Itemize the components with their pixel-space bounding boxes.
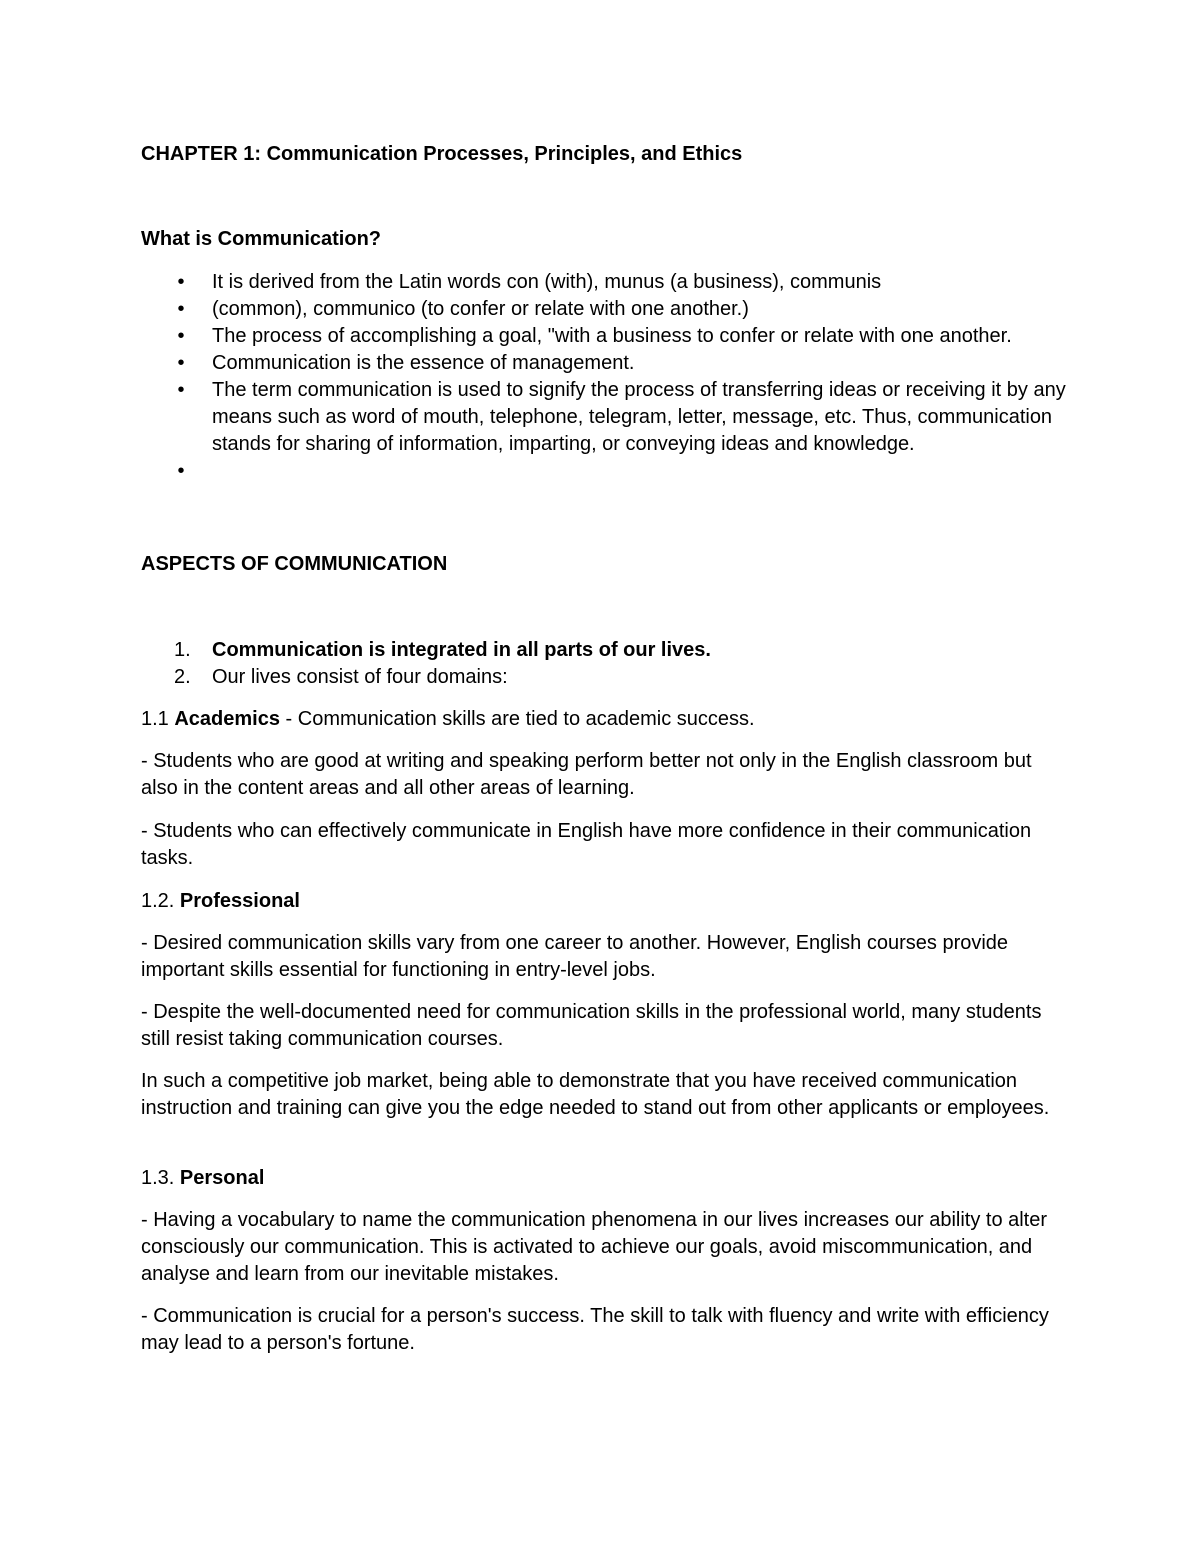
professional-paragraph: In such a competitive job market, being able to demonstrate that you have received communication instruction and training can give you the edge needed to stand out from other applicants or employees. <box>141 1070 1050 1119</box>
subsection-label: Personal <box>179 1167 265 1189</box>
list-item <box>141 377 1071 458</box>
list-item-text: Communication is the essence of management. <box>212 352 635 374</box>
list-item-text: Our lives consist of four domains: <box>212 666 508 688</box>
chapter-title: CHAPTER 1: Communication Processes, Principles, and Ethics <box>141 143 743 165</box>
personal-heading <box>141 1165 1071 1192</box>
bullet-marker: • <box>177 379 185 401</box>
subsection-number: 1.3. <box>141 1167 180 1189</box>
personal-paragraph: - Having a vocabulary to name the communication phenomena in our lives increases our ability to alter consciously our communication. This is activated to achieve our goals, avoid miscommunication, and analyse and learn from our inevitable mistakes. <box>141 1209 1048 1285</box>
list-item-text <box>212 460 218 482</box>
list-item-empty <box>141 458 1071 485</box>
subsection-number: 1.1 <box>141 708 175 730</box>
list-number: 1. <box>174 639 191 661</box>
professional-paragraph: - Desired communication skills vary from one career to another. However, English courses provide important skills essential for functioning in entry-level jobs. <box>141 932 1009 981</box>
bullet-marker: • <box>177 352 185 374</box>
communication-definition-list <box>141 269 1071 485</box>
list-item <box>141 350 1071 377</box>
academics-heading <box>141 706 1071 733</box>
list-item <box>141 269 1071 296</box>
personal-paragraph: - Communication is crucial for a person's success. The skill to talk with fluency and write with efficiency may lead to a person's fortune. <box>141 1305 1049 1354</box>
bullet-marker: • <box>177 325 185 347</box>
list-item <box>141 323 1071 350</box>
professional-heading <box>141 888 1071 915</box>
academics-paragraph: - Students who can effectively communicate in English have more confidence in their communication tasks. <box>141 820 1032 869</box>
professional-paragraph: - Despite the well-documented need for communication skills in the professional world, many students still resist taking communication courses. <box>141 1001 1042 1050</box>
subsection-number: 1.2. <box>141 890 180 912</box>
aspects-numbered-list <box>141 637 1071 691</box>
list-item-text: (common), communico (to confer or relate with one another.) <box>212 298 749 320</box>
bullet-marker: • <box>177 298 185 320</box>
subsection-text: - Communication skills are tied to academic success. <box>279 708 755 730</box>
subsection-label: Professional <box>179 890 300 912</box>
list-item <box>141 637 1071 664</box>
section-heading-what-is-communication: What is Communication? <box>141 228 381 250</box>
list-item <box>141 296 1071 323</box>
list-item-text: It is derived from the Latin words con (with), munus (a business), communis <box>212 271 882 293</box>
subsection-label: Academics <box>174 708 280 730</box>
list-number: 2. <box>174 666 191 688</box>
list-item <box>141 664 1071 691</box>
bullet-marker: • <box>177 460 185 482</box>
list-item-text: The process of accomplishing a goal, "with a business to confer or relate with one another. <box>212 325 1012 347</box>
list-item-text: The term communication is used to signify the process of transferring ideas or receiving it by any means such as word of mouth, telephone, telegram, letter, message, etc. Thus, communication stands for sharing of information, imparting, or conveying ideas and knowledge. <box>212 379 1066 455</box>
academics-paragraph: - Students who are good at writing and speaking perform better not only in the English classroom but also in the content areas and all other areas of learning. <box>141 750 1032 799</box>
section-heading-aspects: ASPECTS OF COMMUNICATION <box>141 553 448 575</box>
bullet-marker: • <box>177 271 185 293</box>
list-item-text: Communication is integrated in all parts of our lives. <box>212 639 711 661</box>
